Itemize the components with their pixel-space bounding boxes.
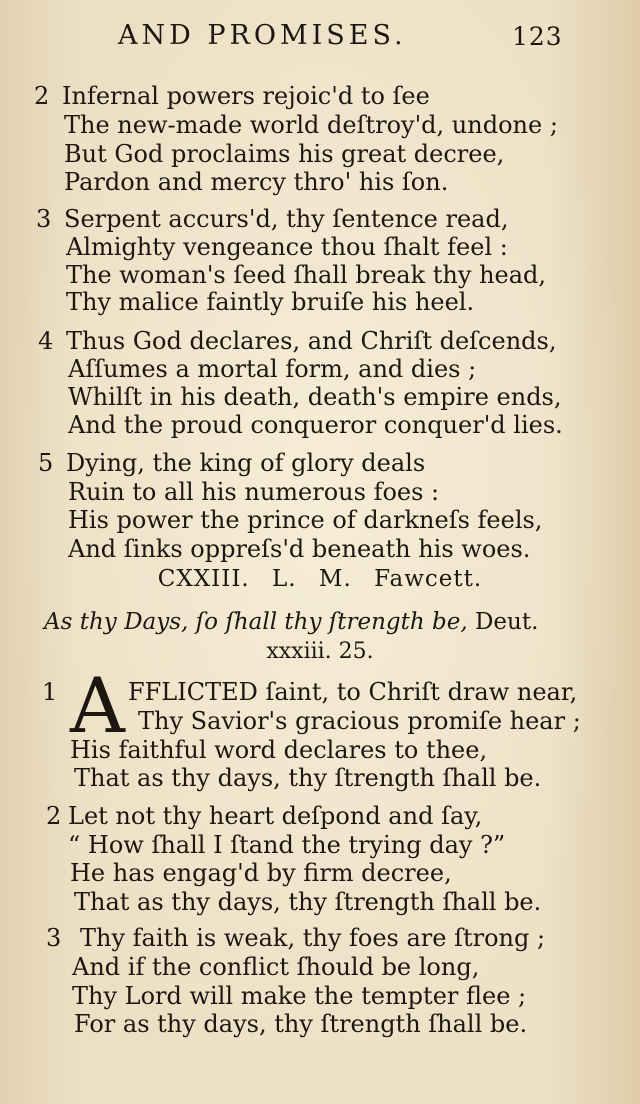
verse-line: And the proud conqueror conquer'd lies. [68,411,563,439]
scripture-text [44,609,538,635]
first-line-tail: ſaint, to Chriſt draw near, [257,678,578,706]
scripture-quote: As thy Days, ſo ſhall thy ſtrength be, [44,609,468,635]
verse-line: Aſſumes a mortal form, and dies ; [68,355,477,383]
first-word: FFLICTED [128,678,258,706]
hymn-meter: L. M. [272,566,352,592]
verse-line: And if the conflict ſhould be long, [72,953,480,981]
verse-line: The woman's ſeed ſhall break thy head, [66,261,547,289]
verse-line: Thy Savior's gracious promiſe hear ; [138,707,581,735]
verse-number: 1 [42,678,58,706]
verse-line: Dying, the king of glory deals [66,449,426,477]
hymn-heading [0,566,640,592]
verse-line: Thy faith is weak, thy foes are ſtrong ; [80,924,546,952]
verse-line: His power the prince of darkneſs feels, [68,506,543,534]
hymn-number: CXXIII. [157,566,250,592]
verse-number: 4 [38,327,54,355]
scripture-ref: Deut. [474,609,539,635]
verse-line: The new-made world deſtroy'd, undone ; [64,111,558,139]
verse-number: 2 [34,82,50,110]
verse-line: “ How ſhall I ſtand the trying day ?” [68,831,506,859]
verse-line: Serpent accurs'd, thy ſentence read, [64,205,509,233]
verse-line: And ſinks oppreſs'd beneath his woes. [68,535,531,563]
running-head: AND PROMISES. [118,20,407,51]
verse-line: That as thy days, thy ſtrength ſhall be. [74,888,542,916]
verse-line [128,676,577,708]
page-number: 123 [512,22,563,51]
verse-line: He has engag'd by firm decree, [70,859,452,887]
verse-line: Infernal powers rejoic'd to ſee [62,82,430,110]
verse-line: That as thy days, thy ſtrength ſhall be. [74,764,542,792]
verse-line: Thy Lord will make the tempter flee ; [72,982,527,1010]
verse-line: For as thy days, thy ſtrength ſhall be. [74,1010,528,1038]
verse-line: Ruin to all his numerous foes : [68,478,440,506]
scripture-ref-cont: xxxiii. 25. [266,639,374,664]
verse-number: 5 [38,449,54,477]
verse-line: But God proclaims his great decree, [64,140,505,168]
verse-line: Thus God declares, and Chriſt deſcends, [66,327,557,355]
verse-number: 3 [46,924,62,952]
verse-line: Thy malice faintly bruiſe his heel. [66,288,475,316]
verse-number: 2 [46,802,62,830]
verse-line: Whilſt in his death, death's empire ends, [68,383,562,411]
verse-line: Pardon and mercy thro' his ſon. [64,168,449,196]
verse-number: 3 [36,205,52,233]
verse-line: Almighty vengeance thou ſhalt feel : [66,233,508,261]
verse-line: Let not thy heart deſpond and ſay, [68,802,483,830]
verse-line: His faithful word declares to thee, [70,736,488,764]
drop-cap: A [70,661,125,750]
hymn-author: Fawcett. [374,566,483,592]
